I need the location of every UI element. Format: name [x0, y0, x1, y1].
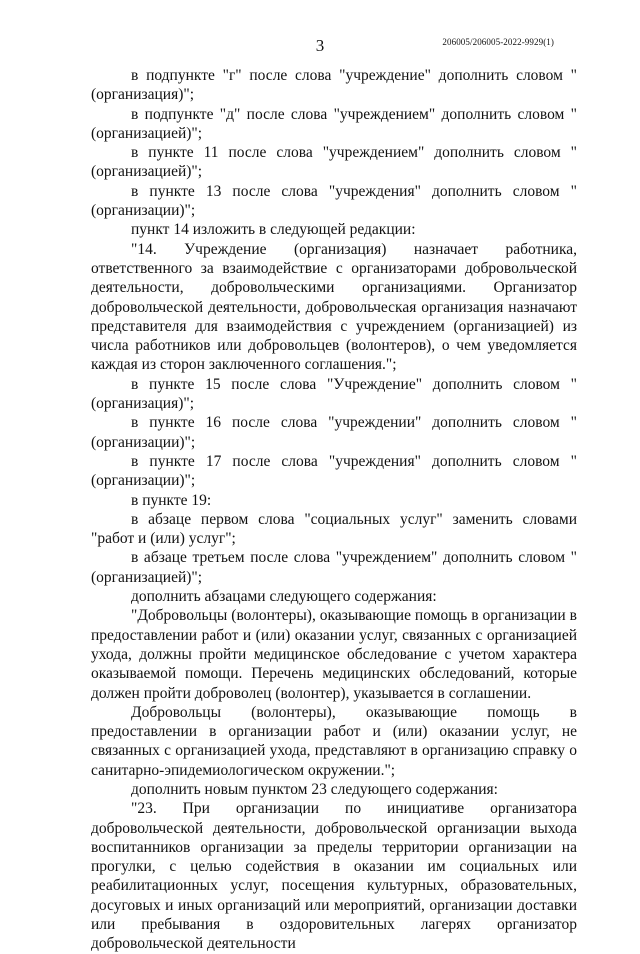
- paragraph: в подпункте "г" после слова "учреждение" дополнить словом "(организация)";: [91, 67, 577, 104]
- paragraph: дополнить новым пунктом 23 следующего содержания:: [131, 780, 498, 798]
- paragraph: в пункте 15 после слова "Учреждение" дополнить словом "(организация)";: [91, 375, 577, 413]
- document-body: [91, 66, 577, 954]
- paragraph: "23. При организации по инициативе организатора добровольческой деятельности, добровольческой организации выхода воспитанников организации за пределы территории организации на прогулки, с целью содействия в оказании им социальных или реабилитационных услуг, посещения культурных, образовательных, досуговых и иных организаций или мероприятий, организации доставки или пребывания в оздоровительных лагерях организатор добровольческой деятельности: [91, 800, 577, 953]
- paragraph: в пункте 16 после слова "учреждении" дополнить словом "(организации)";: [91, 414, 577, 451]
- paragraph: Добровольцы (волонтеры), оказывающие помощь в предоставлении в организации работ и (или) оказании услуг, не связанных с организацией ухода, представляют в организацию справку о санитарно-эпидемиологическом окружении.";: [91, 703, 577, 779]
- paragraph: в пункте 17 после слова "учреждения" дополнить словом "(организации)";: [91, 452, 577, 490]
- paragraph: в пункте 11 после слова "учреждением" дополнить словом "(организацией)";: [91, 144, 577, 181]
- paragraph: в абзаце третьем после слова "учреждением" дополнить словом "(организацией)";: [91, 549, 577, 586]
- paragraph: в пункте 19:: [131, 491, 212, 509]
- paragraph: дополнить абзацами следующего содержания:: [131, 588, 437, 606]
- paragraph: "14. Учреждение (организация) назначает работника, ответственного за взаимодействие с организаторами добровольческой деятельности, добровольческими организациями. Организатор добровольческой деятельности, добровольческая организация назначают представителя для взаимодействия с учреждением (организацией) из числа работников или добровольцев (волонтеров), о чем уведомляется каждая из сторон заключенного соглашения.";: [91, 240, 577, 374]
- paragraph: в пункте 13 после слова "учреждения" дополнить словом "(организации)";: [91, 182, 577, 220]
- page-number: 3: [315, 36, 325, 55]
- paragraph: в подпункте "д" после слова "учреждением" дополнить словом "(организацией)";: [91, 105, 577, 142]
- paragraph: "Добровольцы (волонтеры), оказывающие помощь в организации в предоставлении работ и (или) оказании услуг, связанных с организацией ухода, должны пройти медицинское обследование с учетом характера оказываемой помощи. Перечень медицинских обследований, которые должен пройти доброволец (волонтер), указывается в соглашении.: [91, 607, 577, 702]
- paragraph: пункт 14 изложить в следующей редакции:: [131, 221, 416, 239]
- paragraph: в абзаце первом слова "социальных услуг" заменить словами "работ и (или) услуг";: [91, 510, 577, 548]
- document-id: 206005/206005-2022-9929(1): [442, 37, 554, 47]
